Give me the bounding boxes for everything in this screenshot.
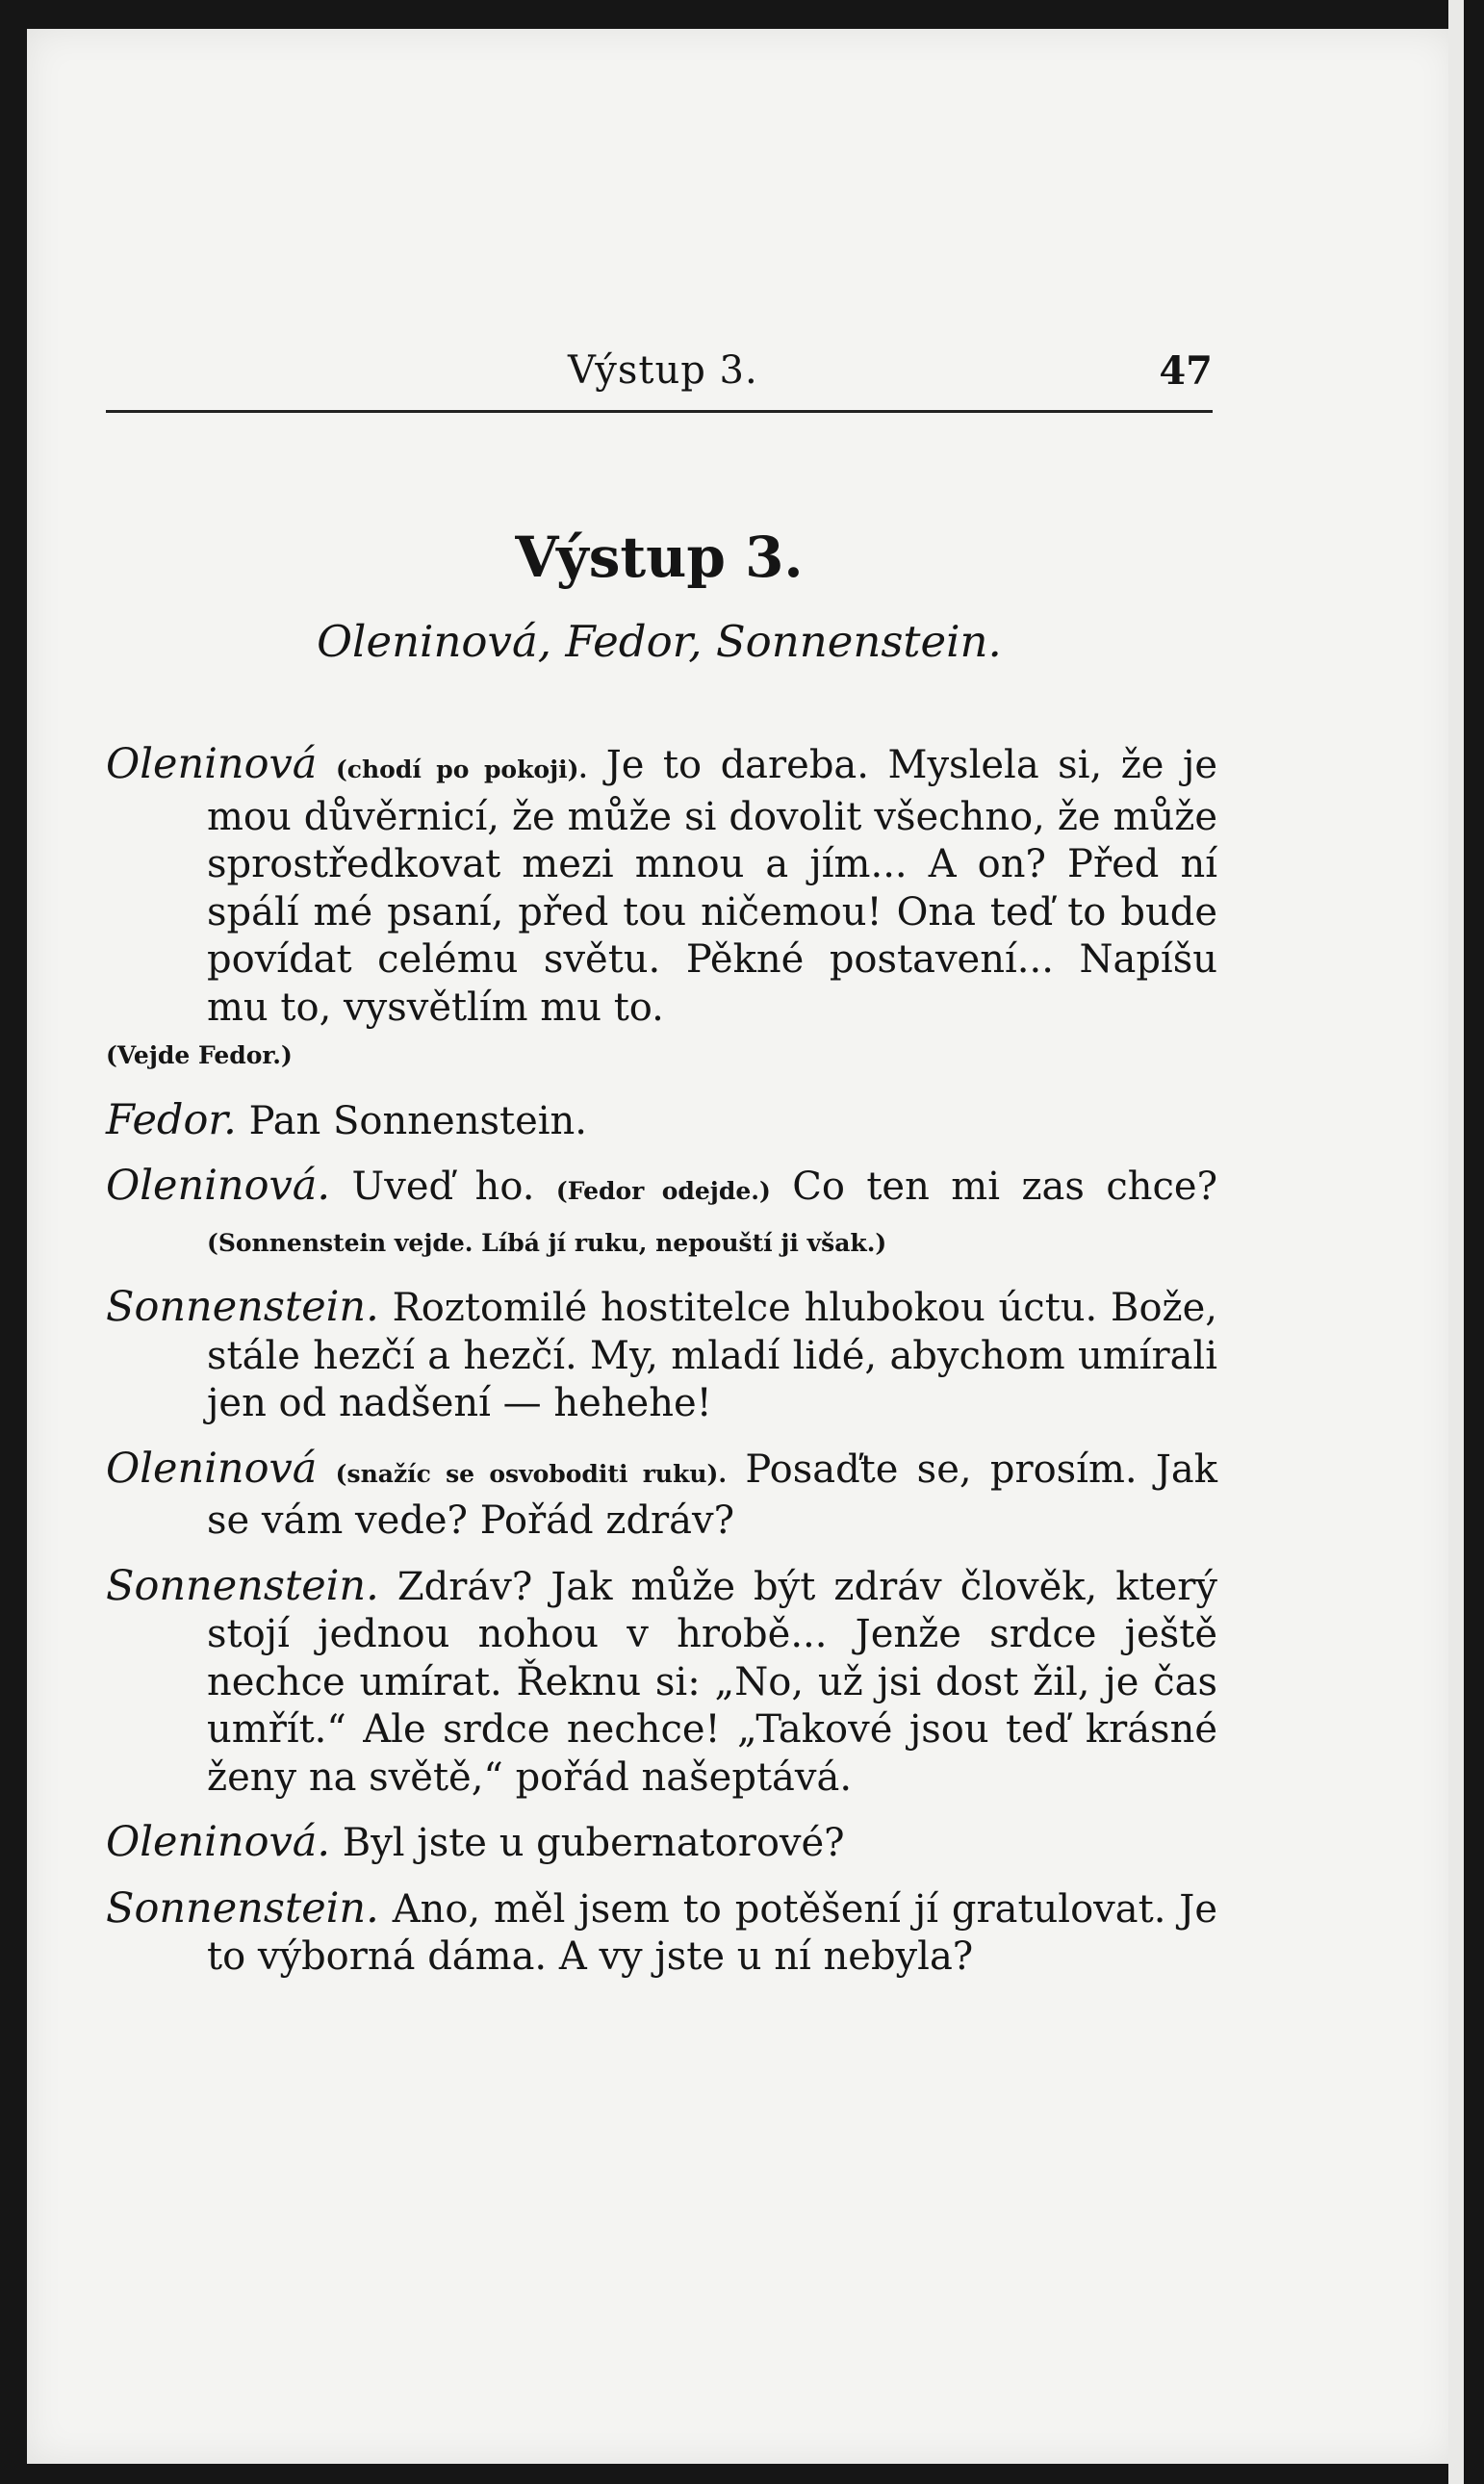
speaker-name: Oleninová [106,740,318,788]
speech-oleninova-2 [106,1163,1217,1267]
speech-text: Uveď ho. [351,1165,535,1209]
speech-text: Posaďte se, prosím. Jak se vám vede? Pořád zdráv? [207,1447,1217,1543]
speech-text: Pan Sonnenstein. [248,1098,588,1143]
speaker-name: Sonnenstein. [106,1283,379,1331]
page-edge [1448,0,1464,2484]
speech-text: Ano, měl jsem to potěšení jí gratulovat. Je to výborná dáma. A vy jste u ní nebyla? [207,1886,1218,1979]
speaker-name: Oleninová. [106,1162,331,1210]
speaker-name: Sonnenstein. [106,1883,379,1933]
speech-sonnenstein-2 [106,1563,1217,1803]
running-title: Výstup 3. [568,348,758,393]
stage-direction: (Fedor odejde.) [555,1177,771,1205]
scene-title: Výstup 3. [515,525,804,590]
speaker-name: Sonnenstein. [106,1561,379,1610]
stage-direction: (chodí po pokoji). [335,755,588,783]
cast-list: Oleninová, Fedor, Sonnenstein. [317,616,1002,667]
speech-text: Je to dareba. Myslela si, že je mou důvěrnicí, že může si dovolit všechno, že může sprostředkovat mezi mnou a jím... A on? Před ní spálí mé psaní, před tou ničemou! Ona teď to bude povídat celému světu. Pěkné postavení... Napíšu mu to, vysvětlím mu to. [207,743,1218,1030]
speech-oleninova-1 [106,741,1217,1080]
speech-fedor [106,1097,1217,1146]
speech-text: Zdráv? Jak může být zdráv člověk, který stojí jednou nohou v hrobě... Jenže srdce ještě nechce umírat. Řeknu si: „No, už jsi dost žil, je čas umřít.“ Ale srdce nechce! „Takové jsou teď krásné ženy na světě,“ pořád našeptává. [207,1564,1218,1800]
speech-text: Roztomilé hostitelce hlubokou úctu. Bože, stále hezčí a hezčí. My, mladí lidé, abychom umírali jen od nadšení — hehehe! [207,1286,1217,1425]
speaker-name: Oleninová. [106,1818,331,1866]
speech-text: Co ten mi zas chce? [792,1165,1218,1209]
dialogue-body [106,741,1217,1999]
speaker-name: Oleninová [106,1444,318,1493]
header-rule [106,410,1213,413]
speech-oleninova-3 [106,1446,1217,1546]
speech-oleninova-4 [106,1819,1217,1868]
stage-direction: (Sonnenstein vejde. Líbá jí ruku, nepouští ji však.) [207,1228,887,1257]
stage-direction: (snažíc se osvoboditi ruku). [335,1459,728,1488]
speaker-name: Fedor. [106,1095,237,1144]
speech-text: Byl jste u gubernatorové? [342,1821,845,1865]
running-head [106,348,1213,406]
speech-sonnenstein-3 [106,1885,1217,1982]
speech-sonnenstein-1 [106,1284,1217,1428]
stage-direction: (Vejde Fedor.) [106,1041,293,1069]
page-number: 47 [1159,348,1213,394]
